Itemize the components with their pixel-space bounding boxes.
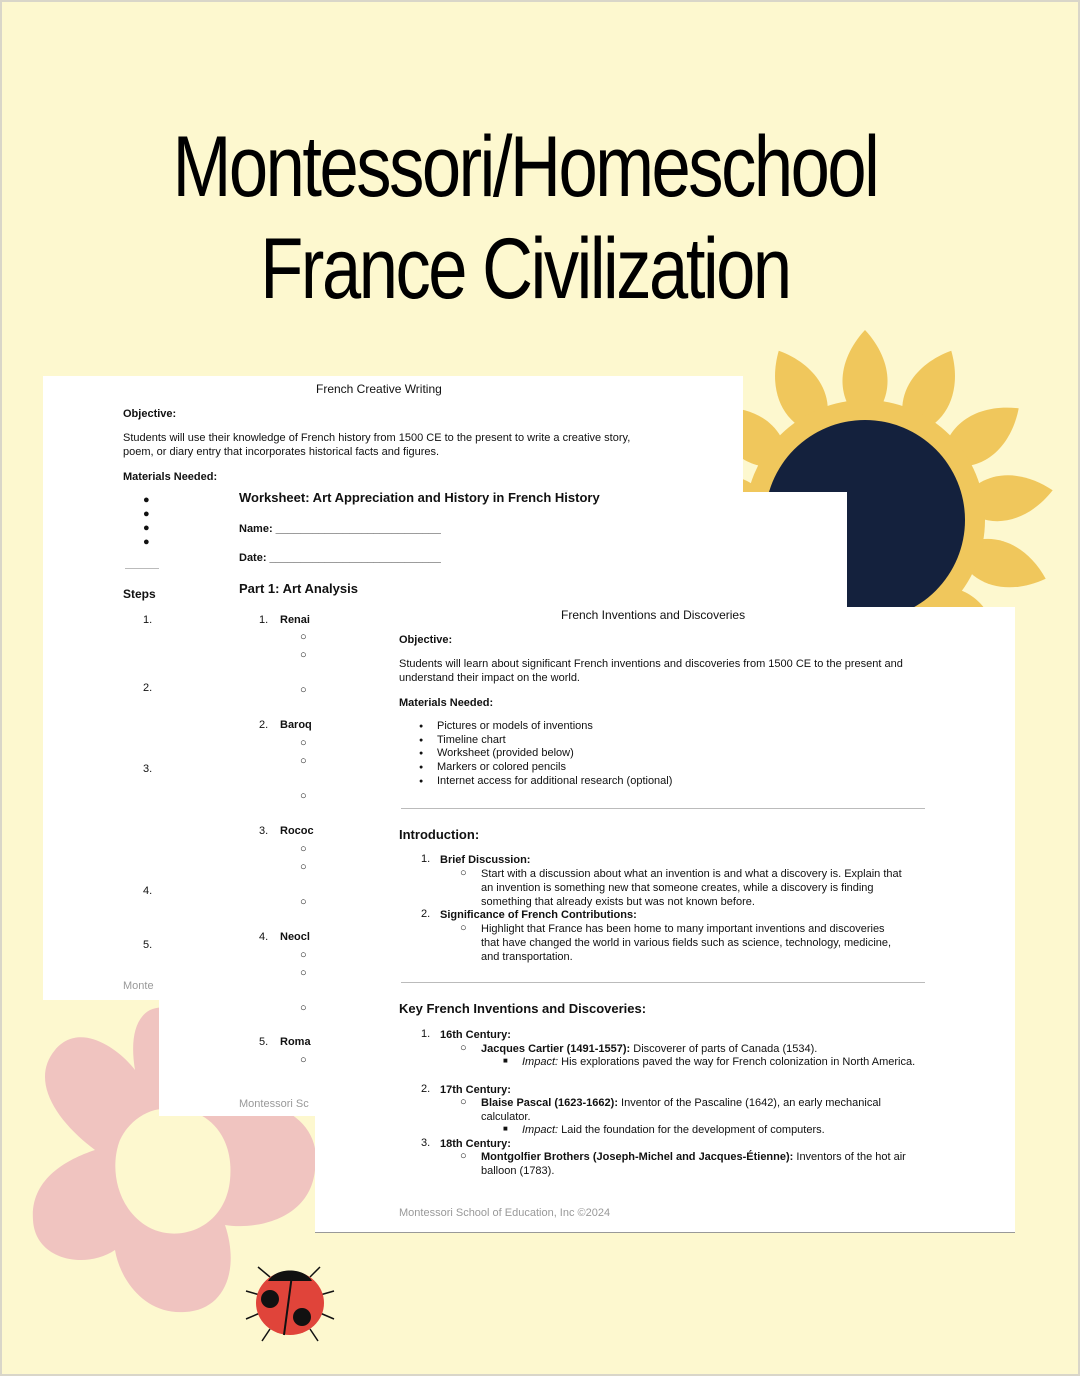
- item-number: 2.: [259, 719, 269, 731]
- sub-bullet: ○: [300, 861, 307, 873]
- bullet: ●: [143, 494, 150, 506]
- item-number: 5.: [259, 1036, 269, 1048]
- step-number: 2.: [143, 682, 153, 694]
- sheet-footer: Montessori School of Education, Inc ©2024: [399, 1207, 611, 1219]
- item-number: 2.: [421, 1083, 431, 1095]
- square-bullet: ■: [503, 1124, 508, 1133]
- item-number: 3.: [421, 1137, 431, 1149]
- sub-bullet: ○: [300, 631, 307, 643]
- divider: [125, 568, 159, 569]
- bullet: ●: [143, 508, 150, 520]
- sub-bullet: ○: [300, 755, 307, 767]
- list-item: ● Worksheet (provided below): [417, 747, 672, 761]
- impact-text: His explorations paved the way for French colonization in North America.: [558, 1056, 916, 1068]
- sheet-heading: French Creative Writing: [316, 382, 442, 396]
- step-number: 5.: [143, 939, 153, 951]
- sub-bullet: ○: [300, 967, 307, 979]
- worksheet-heading: Worksheet: Art Appreciation and History in French History: [239, 492, 600, 505]
- sub-bullet: ○: [300, 1002, 307, 1014]
- sheet-footer: Montessori Sc: [239, 1098, 309, 1110]
- item-number: 4.: [259, 931, 269, 943]
- pascal-entry: [481, 1096, 881, 1124]
- ladybug-icon: [240, 1255, 340, 1345]
- divider: [401, 982, 925, 983]
- item-label: Rococ: [280, 825, 314, 837]
- bullet: ●: [143, 536, 150, 548]
- sub-bullet: ○: [300, 649, 307, 661]
- sub-bullet: ○: [300, 843, 307, 855]
- sub-bullet: ○: [460, 867, 467, 879]
- sub-bullet: ○: [300, 1054, 307, 1066]
- bullet: ●: [143, 522, 150, 534]
- person-name: Montgolfier Brothers (Joseph-Michel and Jacques-Étienne):: [481, 1151, 794, 1163]
- entry-desc: Inventor of the Pascaline (1642), an early mechanical calculator.: [481, 1097, 881, 1123]
- sub-bullet: ○: [300, 949, 307, 961]
- century-17-label: 17th Century:: [440, 1084, 511, 1096]
- name-field: Name: ___________________________: [239, 523, 441, 535]
- page-title-line-1: Montessori/Homeschool: [172, 119, 878, 215]
- objective-text: Students will use their knowledge of French history from 1500 CE to the present to write a creative story, poem, or diary entry that incorporates historical facts and figures.: [123, 432, 631, 458]
- significance-text: Highlight that France has been home to many important inventions and discoveries that have changed the world in various fields such as science, technology, medicine, and transportation.: [481, 923, 892, 963]
- significance-title: Significance of French Contributions:: [440, 909, 637, 921]
- pascal-impact: [522, 1123, 825, 1137]
- item-number: 1.: [421, 1028, 431, 1040]
- date-field: Date: ____________________________: [239, 552, 441, 564]
- item-number: 3.: [259, 825, 269, 837]
- impact-label: Impact:: [522, 1056, 559, 1068]
- impact-text: Laid the foundation for the development of computers.: [558, 1124, 825, 1136]
- objective-label: Objective:: [123, 408, 177, 420]
- list-item: ● Timeline chart: [417, 734, 672, 748]
- item-label: Renai: [280, 614, 310, 626]
- sub-bullet: ○: [460, 1150, 467, 1162]
- introduction-heading: Introduction:: [399, 827, 480, 842]
- page-title-line-2: France Civilization: [260, 221, 790, 317]
- materials-list: [417, 720, 672, 789]
- objective-label: Objective:: [399, 634, 453, 646]
- century-16-label: 16th Century:: [440, 1029, 511, 1041]
- montgolfier-entry: [481, 1150, 931, 1178]
- sub-bullet: ○: [300, 896, 307, 908]
- person-name: Blaise Pascal (1623-1662):: [481, 1097, 618, 1109]
- inventions-sheet: [315, 607, 1015, 1233]
- sub-bullet: ○: [300, 790, 307, 802]
- brief-discussion-text: Start with a discussion about what an invention is and what a discovery is. Explain that an invention is something new that someone creates, while a discovery is finding something that already exists but was not known before.: [481, 868, 902, 908]
- key-inventions-heading: Key French Inventions and Discoveries:: [399, 1001, 647, 1016]
- entry-desc: Inventors of the hot air balloon (1783).: [481, 1151, 906, 1177]
- list-item: ● Markers or colored pencils: [417, 761, 672, 775]
- sub-bullet: ○: [300, 684, 307, 696]
- cartier-entry: [481, 1042, 817, 1056]
- century-18-label: 18th Century:: [440, 1138, 511, 1150]
- list-item: ● Pictures or models of inventions: [417, 720, 672, 734]
- sheet-footer: Monte: [123, 980, 154, 992]
- item-number: 1.: [259, 614, 269, 626]
- cartier-impact: [522, 1055, 922, 1069]
- entry-desc: Discoverer of parts of Canada (1534).: [630, 1043, 818, 1055]
- materials-label: Materials Needed:: [399, 697, 494, 709]
- square-bullet: ■: [503, 1056, 508, 1065]
- item-number: 1.: [421, 853, 431, 865]
- sub-bullet: ○: [300, 737, 307, 749]
- item-number: 2.: [421, 908, 431, 920]
- brief-discussion-title: Brief Discussion:: [440, 854, 531, 866]
- impact-label: Impact:: [522, 1124, 559, 1136]
- step-number: 1.: [143, 614, 153, 626]
- step-number: 4.: [143, 885, 153, 897]
- step-number: 3.: [143, 763, 153, 775]
- divider: [401, 808, 925, 809]
- item-label: Baroq: [280, 719, 312, 731]
- part1-heading: Part 1: Art Analysis: [239, 581, 358, 596]
- list-item: ● Internet access for additional research (optional): [417, 775, 672, 789]
- person-name: Jacques Cartier (1491-1557):: [481, 1043, 631, 1055]
- sub-bullet: ○: [460, 1042, 467, 1054]
- item-label: Roma: [280, 1036, 311, 1048]
- item-label: Neocl: [280, 931, 310, 943]
- sheet-heading: French Inventions and Discoveries: [561, 608, 746, 622]
- objective-text: Students will learn about significant French inventions and discoveries from 1500 CE to the present and understand their impact on the world.: [399, 658, 903, 684]
- materials-label: Materials Needed:: [123, 471, 218, 483]
- sub-bullet: ○: [460, 922, 467, 934]
- sub-bullet: ○: [460, 1096, 467, 1108]
- steps-label: Steps: [123, 587, 156, 601]
